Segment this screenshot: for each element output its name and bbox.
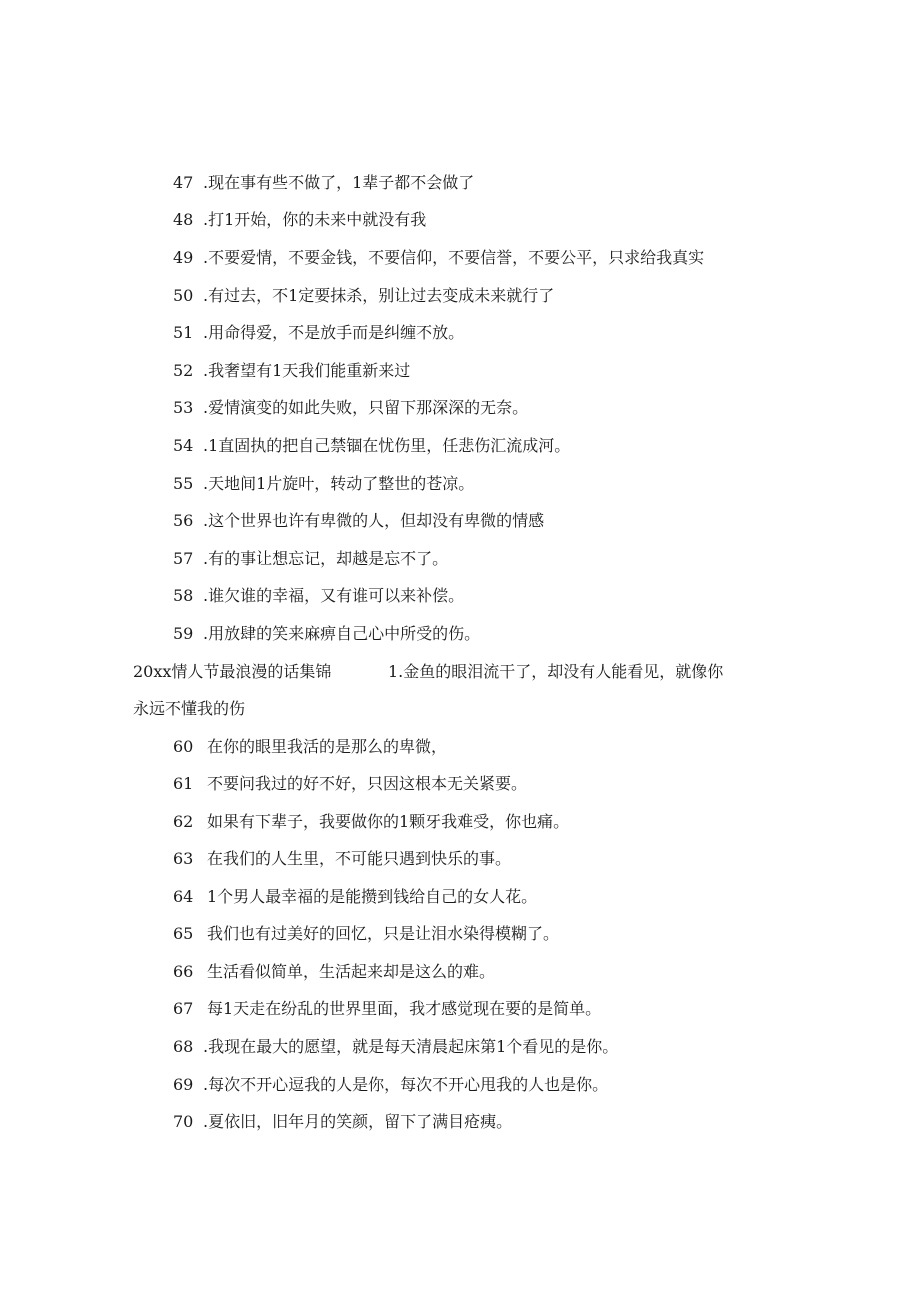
list-item (173, 812, 569, 832)
item-number: 66 (173, 962, 194, 981)
item-separator: . (203, 210, 209, 229)
list-item (173, 1112, 512, 1132)
section-first-line: 1.金鱼的眼泪流干了，却没有人能看见，就像你 (388, 662, 724, 681)
item-number: 49 (173, 248, 194, 267)
item-text: 这个世界也许有卑微的人，但却没有卑微的情感 (208, 511, 545, 530)
item-text: 我现在最大的愿望，就是每天清晨起床第1个看见的是你。 (208, 1037, 619, 1056)
list-item (173, 924, 559, 944)
item-separator: . (203, 1075, 209, 1094)
item-text: 天地间1片旋叶，转动了整世的苍凉。 (208, 474, 475, 493)
item-text: 在我们的人生里，不可能只遇到快乐的事。 (207, 849, 512, 868)
item-text: 有的事让想忘记，却越是忘不了。 (208, 549, 449, 568)
item-separator: . (203, 1112, 209, 1131)
item-separator: . (203, 286, 209, 305)
item-number: 61 (173, 774, 194, 793)
list-item (173, 398, 528, 418)
item-text: 每次不开心逗我的人是你，每次不开心甩我的人也是你。 (208, 1075, 609, 1094)
item-text: 爱情演变的如此失败，只留下那深深的无奈。 (208, 398, 529, 417)
item-text: 每1天走在纷乱的世界里面，我才感觉现在要的是简单。 (207, 999, 602, 1018)
item-text: 不要爱情，不要金钱，不要信仰，不要信誉，不要公平，只求给我真实 (208, 248, 705, 267)
list-item (173, 286, 554, 306)
item-text: 谁欠谁的幸福，又有谁可以来补偿。 (208, 586, 465, 605)
list-item (173, 737, 447, 757)
item-number: 47 (173, 173, 194, 192)
list-item (173, 210, 426, 230)
item-number: 62 (173, 812, 194, 831)
item-text: 在你的眼里我活的是那么的卑微， (207, 737, 448, 756)
item-text: 1个男人最幸福的是能攒到钱给自己的女人花。 (207, 887, 538, 906)
item-number: 67 (173, 999, 194, 1018)
item-separator: . (203, 398, 209, 417)
item-number: 70 (173, 1112, 194, 1131)
list-item (173, 624, 480, 644)
item-number: 51 (173, 323, 194, 342)
list-item (173, 323, 464, 343)
list-item (173, 436, 570, 456)
item-separator: . (203, 361, 209, 380)
item-text: 不要问我过的好不好，只因这根本无关紧要。 (207, 774, 528, 793)
list-item (173, 849, 511, 869)
item-separator: . (203, 436, 209, 455)
item-text: 生活看似简单，生活起来却是这么的难。 (207, 962, 496, 981)
list-item (173, 586, 464, 606)
list-item (173, 511, 544, 531)
item-number: 65 (173, 924, 194, 943)
item-text: 有过去，不1定要抹杀，别让过去变成未来就行了 (208, 286, 555, 305)
list-item (173, 887, 537, 907)
item-text: 用放肆的笑来麻痹自己心中所受的伤。 (208, 624, 481, 643)
list-item (173, 248, 704, 268)
item-text: 现在事有些不做了，1辈子都不会做了 (208, 173, 475, 192)
section-first-line-continuation: 永远不懂我的伤 (133, 699, 246, 718)
item-number: 48 (173, 210, 194, 229)
item-number: 68 (173, 1037, 194, 1056)
item-text: 用命得爱，不是放手而是纠缠不放。 (208, 323, 465, 342)
item-number: 63 (173, 849, 194, 868)
item-number: 56 (173, 511, 194, 530)
section-heading (133, 662, 724, 682)
item-number: 53 (173, 398, 194, 417)
item-number: 55 (173, 474, 194, 493)
item-separator: . (203, 511, 209, 530)
item-number: 54 (173, 436, 194, 455)
item-number: 60 (173, 737, 194, 756)
item-number: 64 (173, 887, 194, 906)
list-item (173, 962, 495, 982)
item-separator: . (203, 549, 209, 568)
item-separator: . (203, 586, 209, 605)
item-separator: . (203, 173, 209, 192)
list-item (173, 474, 474, 494)
item-number: 50 (173, 286, 194, 305)
list-item (173, 173, 474, 193)
item-number: 59 (173, 624, 194, 643)
item-number: 69 (173, 1075, 194, 1094)
list-item (173, 774, 527, 794)
item-text: 我们也有过美好的回忆，只是让泪水染得模糊了。 (207, 924, 560, 943)
item-separator: . (203, 248, 209, 267)
list-item (173, 361, 410, 381)
item-number: 58 (173, 586, 194, 605)
item-number: 52 (173, 361, 194, 380)
item-separator: . (203, 323, 209, 342)
list-item (173, 1037, 618, 1057)
item-text: 如果有下辈子，我要做你的1颗牙我难受，你也痛。 (207, 812, 570, 831)
section-title: 20xx情人节最浪漫的话集锦 (133, 662, 332, 681)
item-text: 我奢望有1天我们能重新来过 (208, 361, 411, 380)
item-separator: . (203, 1037, 209, 1056)
list-item (173, 549, 448, 569)
item-text: 夏依旧，旧年月的笑颜，留下了满目疮痍。 (208, 1112, 513, 1131)
list-item (173, 999, 601, 1019)
item-text: 打1开始，你的未来中就没有我 (208, 210, 427, 229)
item-separator: . (203, 474, 209, 493)
item-number: 57 (173, 549, 194, 568)
item-text: 1直固执的把自己禁锢在忧伤里，任悲伤汇流成河。 (208, 436, 571, 455)
list-item (173, 1075, 608, 1095)
item-separator: . (203, 624, 209, 643)
